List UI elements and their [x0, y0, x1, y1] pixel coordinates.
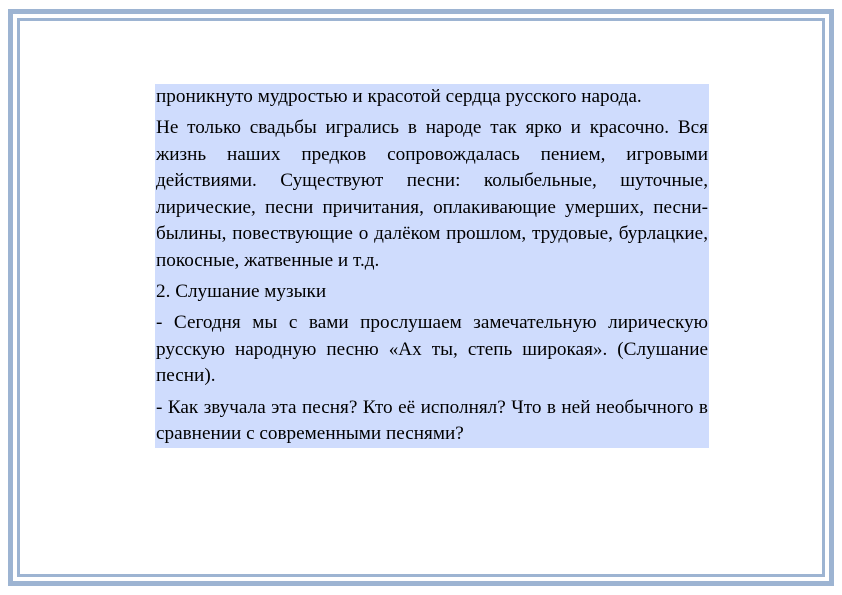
section-heading-listening: 2. Слушание музыки	[156, 281, 327, 303]
paragraph-listening-intro: - Сегодня мы с вами прослушаем замечательную лирическую русскую народную песню «Ах ты, степь широкая». (Слушание песни).	[156, 312, 708, 387]
text-block	[155, 84, 709, 448]
paragraph-intro-continuation: проникнуто мудростью и красотой сердца русского народа.	[156, 86, 642, 107]
paragraph-songs-overview: Не только свадьбы игрались в народе так ярко и красочно. Вся жизнь наших предков сопровождалась пением, игровыми действиями. Существуют песни: колыбельные, шуточные, лирические, песни причитания, оплакивающие умерших, песни-былины, повествующие о далёком прошлом, трудовые, бурлацкие, покосные, жатвенные и т.д.	[156, 117, 708, 272]
paragraph-questions: - Как звучала эта песня? Кто её исполнял? Что в ней необычного в сравнении с современными песнями?	[156, 396, 708, 445]
